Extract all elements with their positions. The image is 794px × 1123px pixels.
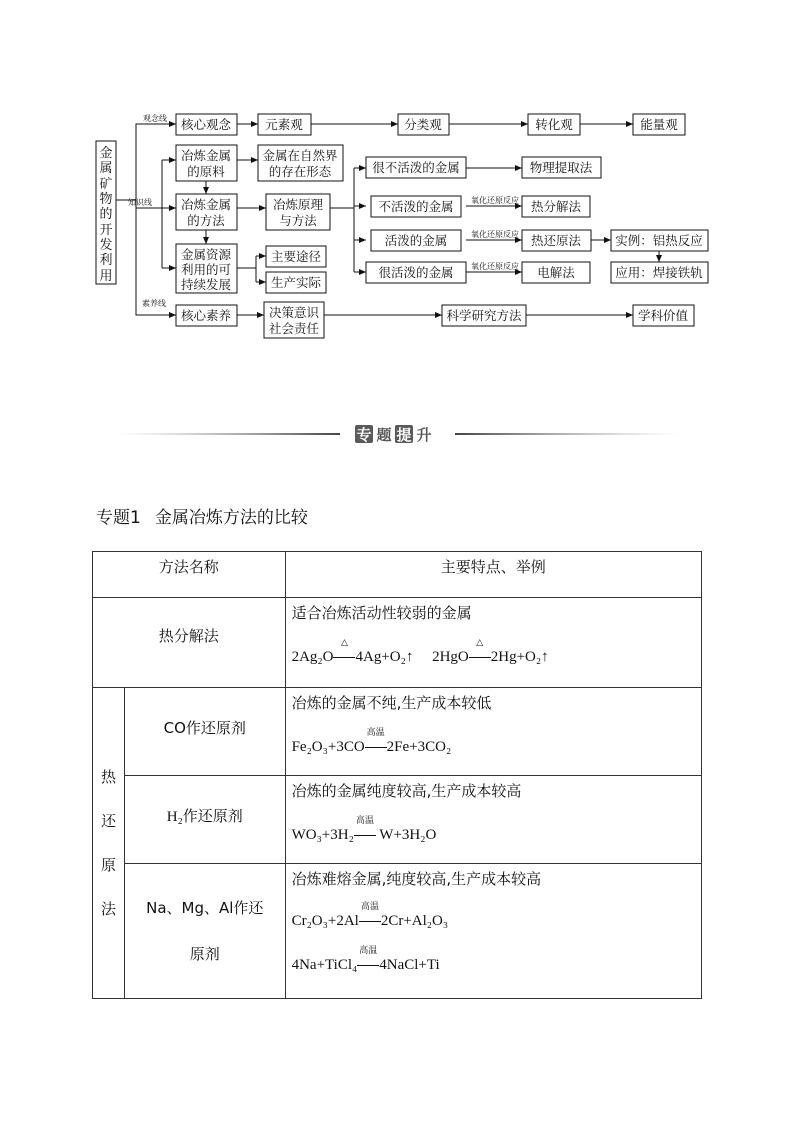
section-banner — [0, 420, 794, 450]
feature-text: 冶炼难熔金属,纯度较高,生产成本较高 — [291, 870, 542, 888]
feature-text: 冶炼的金属不纯,生产成本较低 — [291, 694, 492, 712]
svg-text:用: 用 — [99, 269, 113, 284]
svg-text:金: 金 — [99, 146, 113, 161]
node-resource: 利用的可 — [180, 262, 232, 277]
node-main-path: 主要途径 — [270, 249, 322, 264]
node-method: 冶炼金属 — [180, 197, 232, 212]
node-social-responsibility: 社会责任 — [268, 321, 320, 336]
section-number: 专题1 — [96, 508, 141, 528]
svg-text:矿: 矿 — [99, 177, 113, 192]
node-raw-material: 的原料 — [187, 164, 225, 179]
node-existence: 金属在自然界 — [262, 148, 338, 163]
node-element-view: 元素观 — [265, 117, 303, 132]
header-method: 方法名称 — [93, 552, 286, 598]
node-activity-inactive: 不活泼的金属 — [378, 199, 454, 214]
node-physical-extraction: 物理提取法 — [529, 160, 593, 175]
node-resource: 金属资源 — [180, 247, 232, 262]
node-classification-view: 分类观 — [404, 117, 442, 132]
method-name: CO作还原剂 — [124, 688, 285, 776]
equation: Fe₂O₃+3CO 高温 2Fe+3CO₂ — [291, 727, 452, 755]
banner-char: 提 — [396, 426, 412, 444]
method-name: Na、Mg、Al作还 原剂 — [124, 864, 285, 999]
svg-text:物: 物 — [99, 192, 113, 207]
node-principle: 冶炼原理 — [272, 197, 324, 212]
equation: WO₃+3H₂ 高温 W+3H₂O — [291, 815, 437, 843]
method-features — [285, 688, 701, 776]
node-existence: 的存在形态 — [268, 164, 332, 179]
node-core-literacy: 核心素养 — [180, 308, 232, 323]
thermal-reduction-label: 热 还 原 法 — [93, 688, 125, 999]
method-features — [285, 776, 701, 864]
equation: Cr₂O₃+2Al 高温 2Cr+Al₂O₃ — [291, 901, 449, 929]
svg-text:利: 利 — [99, 253, 113, 268]
banner-char: 专 — [356, 426, 372, 444]
node-decision-awareness: 决策意识 — [268, 305, 320, 320]
knowledge-map — [0, 0, 794, 400]
banner-char: 题 — [376, 426, 392, 444]
svg-text:开: 开 — [99, 223, 113, 238]
node-principle: 与方法 — [279, 213, 317, 228]
node-raw-material: 冶炼金属 — [180, 148, 232, 163]
reaction-label: 氧化还原反应 — [471, 262, 519, 271]
node-thermal-reduction: 热还原法 — [530, 233, 582, 248]
node-energy-view: 能量观 — [640, 117, 678, 132]
method-name: 热分解法 — [93, 598, 286, 688]
node-resource: 持续发展 — [180, 277, 232, 292]
table-row — [93, 688, 702, 776]
node-example: 实例：铝热反应 — [615, 233, 703, 248]
node-production: 生产实际 — [270, 275, 322, 290]
table-row — [93, 598, 702, 688]
reaction-label: 氧化还原反应 — [471, 196, 519, 205]
concept-line-label: 观念线 — [143, 114, 167, 123]
equation: 4Na+TiCl₄ 高温 4NaCl+Ti — [291, 945, 440, 973]
svg-text:属: 属 — [99, 161, 113, 176]
node-activity-very-inactive: 很不活泼的金属 — [372, 160, 460, 175]
node-activity-very-active: 很活泼的金属 — [378, 265, 454, 280]
node-subject-value: 学科价值 — [637, 308, 689, 323]
node-thermal-decomposition: 热分解法 — [530, 199, 582, 214]
root-label — [99, 145, 112, 284]
svg-text:的: 的 — [99, 207, 113, 222]
method-name: H₂作还原剂 — [124, 776, 285, 864]
method-features — [285, 598, 701, 688]
method-features — [285, 864, 701, 999]
table-header-row — [93, 552, 702, 598]
node-transformation-view: 转化观 — [535, 117, 573, 132]
table-row — [93, 776, 702, 864]
node-activity-active: 活泼的金属 — [384, 233, 448, 248]
section-heading: 金属冶炼方法的比较 — [154, 508, 308, 528]
node-application: 应用：焊接铁轨 — [615, 265, 703, 280]
feature-text: 冶炼的金属纯度较高,生产成本较高 — [291, 782, 522, 800]
node-electrolysis: 电解法 — [537, 265, 575, 280]
equation: 2Ag₂O △ 4Ag+O₂↑ 2HgO △ 2Hg+O₂↑ — [291, 637, 549, 665]
node-method: 的方法 — [187, 213, 225, 228]
banner-char: 升 — [416, 426, 432, 444]
section-title — [96, 503, 308, 528]
knowledge-line-label: 知识线 — [128, 198, 152, 207]
node-research-method: 科学研究方法 — [446, 308, 522, 323]
svg-text:发: 发 — [99, 238, 113, 253]
comparison-table — [92, 551, 702, 999]
header-features: 主要特点、举例 — [285, 552, 701, 598]
literacy-line-label: 素养线 — [142, 299, 166, 308]
feature-text: 适合冶炼活动性较弱的金属 — [291, 604, 472, 622]
node-core-concept: 核心观念 — [180, 117, 232, 132]
reaction-label: 氧化还原反应 — [471, 230, 519, 239]
table-row — [93, 864, 702, 999]
